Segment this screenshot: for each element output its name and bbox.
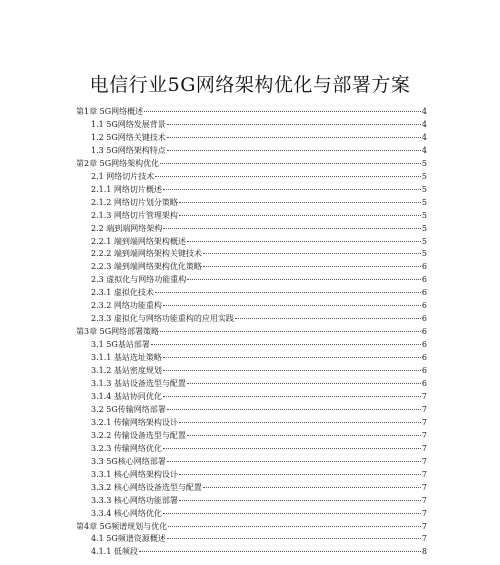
toc-entry-page-number: 7 xyxy=(421,521,427,531)
toc-entry[interactable] xyxy=(76,533,427,546)
toc-entry-page-number: 7 xyxy=(421,508,427,518)
toc-entry-page-number: 6 xyxy=(421,301,427,311)
toc-entry[interactable] xyxy=(76,365,427,378)
toc-dot-leader xyxy=(179,202,421,203)
toc-entry[interactable] xyxy=(76,378,427,391)
toc-entry-label: 2.2.1 端到端网络架构概述 xyxy=(91,236,186,246)
toc-entry-label: 3.2.2 传输设备选型与配置 xyxy=(91,430,186,440)
toc-entry-page-number: 5 xyxy=(421,223,427,233)
toc-entry-page-number: 4 xyxy=(421,132,427,142)
toc-entry-page-number: 7 xyxy=(421,495,427,505)
toc-dot-leader xyxy=(163,396,421,397)
toc-entry[interactable] xyxy=(76,495,427,508)
toc-dot-leader xyxy=(179,500,421,501)
toc-entry-page-number: 7 xyxy=(421,430,427,440)
toc-dot-leader xyxy=(163,228,421,229)
toc-entry-page-number: 7 xyxy=(421,469,427,479)
toc-entry[interactable] xyxy=(76,313,427,326)
toc-entry-page-number: 7 xyxy=(421,404,427,414)
toc-entry[interactable] xyxy=(76,469,427,482)
toc-dot-leader xyxy=(155,176,421,177)
toc-dot-leader xyxy=(203,266,421,267)
toc-entry-page-number: 5 xyxy=(421,158,427,168)
toc-entry-page-number: 5 xyxy=(421,236,427,246)
toc-entry-label: 4.1.1 低频段 xyxy=(91,547,138,557)
toc-dot-leader xyxy=(179,215,421,216)
toc-entry-label: 2.2.2 端到端网络架构关键技术 xyxy=(91,249,202,259)
toc-dot-leader xyxy=(167,461,421,462)
toc-entry[interactable] xyxy=(76,274,427,287)
table-of-contents xyxy=(76,106,427,559)
toc-entry-label: 2.1.3 网络切片管理架构 xyxy=(91,210,178,220)
toc-entry-label: 2.3 虚拟化与网络功能重构 xyxy=(91,275,187,285)
toc-entry-page-number: 4 xyxy=(421,107,427,116)
toc-entry-page-number: 6 xyxy=(421,340,427,350)
toc-entry-page-number: 6 xyxy=(421,327,427,337)
toc-entry[interactable] xyxy=(76,248,427,261)
toc-entry-page-number: 6 xyxy=(421,275,427,285)
toc-entry[interactable] xyxy=(76,417,427,430)
toc-entry-page-number: 6 xyxy=(421,379,427,389)
toc-entry-page-number: 7 xyxy=(421,391,427,401)
toc-dot-leader xyxy=(203,487,421,488)
toc-dot-leader xyxy=(187,383,421,384)
toc-entry-page-number: 7 xyxy=(421,534,427,544)
toc-entry-label: 3.2.3 传输网络优化 xyxy=(91,443,162,453)
toc-entry-label: 3.1 5G基站部署 xyxy=(91,340,150,350)
toc-entry-label: 3.1.1 基站选址策略 xyxy=(91,353,162,363)
toc-entry[interactable] xyxy=(76,236,427,249)
toc-dot-leader xyxy=(151,344,421,345)
toc-entry-page-number: 7 xyxy=(421,443,427,453)
toc-entry-label: 2.1 网络切片技术 xyxy=(91,171,155,181)
toc-entry[interactable] xyxy=(76,391,427,404)
toc-entry-label: 1.2 5G网络关键技术 xyxy=(91,132,166,142)
toc-entry[interactable] xyxy=(76,339,427,352)
toc-entry-page-number: 4 xyxy=(421,145,427,155)
toc-dot-leader xyxy=(168,526,421,527)
toc-entry[interactable] xyxy=(76,210,427,223)
toc-dot-leader xyxy=(139,551,421,552)
toc-entry-label: 1.3 5G网络架构特点 xyxy=(91,145,166,155)
toc-entry-page-number: 4 xyxy=(421,119,427,129)
toc-dot-leader xyxy=(155,292,421,293)
toc-entry[interactable] xyxy=(76,287,427,300)
toc-entry-label: 3.1.4 基站协同优化 xyxy=(91,391,162,401)
toc-entry[interactable] xyxy=(76,352,427,365)
toc-entry[interactable] xyxy=(76,119,427,132)
toc-entry-label: 2.2 端到端网络架构 xyxy=(91,223,163,233)
toc-entry[interactable] xyxy=(76,145,427,158)
toc-entry[interactable] xyxy=(76,326,427,339)
toc-entry[interactable] xyxy=(76,171,427,184)
toc-entry-label: 2.2.3 端到端网络架构优化策略 xyxy=(91,262,202,272)
toc-dot-leader xyxy=(163,305,421,306)
toc-dot-leader xyxy=(167,150,421,151)
toc-entry-label: 4.1 5G频谱资源概述 xyxy=(91,534,166,544)
toc-dot-leader xyxy=(187,435,421,436)
toc-dot-leader xyxy=(179,422,421,423)
toc-entry-page-number: 8 xyxy=(421,547,427,557)
toc-dot-leader xyxy=(160,331,421,332)
toc-entry-page-number: 7 xyxy=(421,456,427,466)
toc-entry-page-number: 7 xyxy=(421,482,427,492)
toc-dot-leader xyxy=(167,124,421,125)
toc-entry-label: 2.1.2 网络切片划分策略 xyxy=(91,197,178,207)
toc-entry-page-number: 6 xyxy=(421,262,427,272)
toc-dot-leader xyxy=(235,318,421,319)
toc-entry-label: 第1章 5G网络概述 xyxy=(76,107,144,116)
toc-entry-label: 3.3.1 核心网络架构设计 xyxy=(91,469,178,479)
toc-entry[interactable] xyxy=(76,106,427,119)
toc-dot-leader xyxy=(187,279,421,280)
toc-entry[interactable] xyxy=(76,223,427,236)
toc-entry-page-number: 5 xyxy=(421,171,427,181)
toc-entry-label: 2.3.1 虚拟化技术 xyxy=(91,288,154,298)
toc-entry[interactable] xyxy=(76,456,427,469)
toc-entry-label: 第2章 5G网络架构优化 xyxy=(76,158,160,168)
toc-entry-label: 3.2.1 传输网络架构设计 xyxy=(91,417,178,427)
toc-entry-label: 1.1 5G网络发展背景 xyxy=(91,119,166,129)
document-title: 电信行业5G网络架构优化与部署方案 xyxy=(89,74,411,96)
toc-entry-page-number: 6 xyxy=(421,353,427,363)
toc-entry[interactable] xyxy=(76,430,427,443)
toc-entry[interactable] xyxy=(76,521,427,534)
toc-entry[interactable] xyxy=(76,508,427,521)
toc-entry-label: 2.3.3 虚拟化与网络功能重构的应用实践 xyxy=(91,314,234,324)
toc-entry-label: 3.3.2 核心网络设备选型与配置 xyxy=(91,482,202,492)
toc-entry-label: 2.1.1 网络切片概述 xyxy=(91,184,162,194)
toc-entry-label: 3.3.4 核心网络优化 xyxy=(91,508,162,518)
toc-dot-leader xyxy=(163,357,421,358)
toc-entry[interactable] xyxy=(76,404,427,417)
toc-entry-page-number: 5 xyxy=(421,210,427,220)
toc-entry[interactable] xyxy=(76,132,427,145)
toc-entry-label: 3.1.3 基站设备选型与配置 xyxy=(91,379,186,389)
toc-entry[interactable] xyxy=(76,158,427,171)
toc-dot-leader xyxy=(179,474,421,475)
toc-entry[interactable] xyxy=(76,300,427,313)
toc-entry-label: 第4章 5G频谱规划与优化 xyxy=(76,521,168,531)
toc-entry-page-number: 7 xyxy=(421,417,427,427)
toc-dot-leader xyxy=(160,163,421,164)
toc-dot-leader xyxy=(167,409,421,410)
toc-entry-page-number: 6 xyxy=(421,314,427,324)
toc-entry-page-number: 6 xyxy=(421,366,427,376)
toc-entry-label: 3.3 5G核心网络部署 xyxy=(91,456,166,466)
toc-entry-label: 3.2 5G传输网络部署 xyxy=(91,404,166,414)
toc-entry-label: 3.3.3 核心网络功能部署 xyxy=(91,495,178,505)
toc-dot-leader xyxy=(144,111,421,112)
toc-entry[interactable] xyxy=(76,546,427,559)
toc-dot-leader xyxy=(167,538,421,539)
toc-dot-leader xyxy=(163,370,421,371)
toc-dot-leader xyxy=(163,448,421,449)
toc-entry[interactable] xyxy=(76,443,427,456)
toc-entry-page-number: 5 xyxy=(421,184,427,194)
toc-entry[interactable] xyxy=(76,482,427,495)
toc-entry[interactable] xyxy=(76,197,427,210)
toc-dot-leader xyxy=(163,513,421,514)
toc-dot-leader xyxy=(187,241,421,242)
toc-dot-leader xyxy=(167,137,421,138)
toc-entry-label: 2.3.2 网络功能重构 xyxy=(91,301,162,311)
toc-entry-page-number: 6 xyxy=(421,288,427,298)
toc-entry-label: 第3章 5G网络部署策略 xyxy=(76,327,160,337)
toc-entry[interactable] xyxy=(76,261,427,274)
toc-dot-leader xyxy=(203,253,421,254)
toc-entry-page-number: 5 xyxy=(421,249,427,259)
toc-entry-page-number: 5 xyxy=(421,197,427,207)
toc-entry[interactable] xyxy=(76,184,427,197)
toc-entry-label: 3.1.2 基站密度规划 xyxy=(91,366,162,376)
toc-dot-leader xyxy=(163,189,421,190)
